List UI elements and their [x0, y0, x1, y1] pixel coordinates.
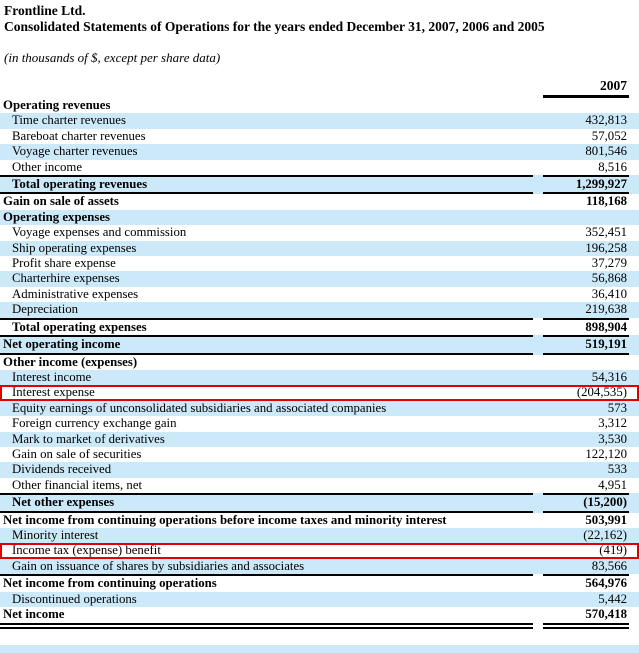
double-rule-value-segment — [543, 623, 629, 629]
row-label: Total operating expenses — [0, 318, 533, 335]
row-value: (204,535) — [576, 385, 627, 400]
row-label: Bareboat charter revenues — [12, 128, 146, 143]
table-row — [0, 129, 639, 144]
right-margin — [629, 287, 639, 302]
row-value: 352,451 — [585, 225, 627, 240]
row-value: 118,168 — [586, 194, 627, 209]
table-row — [0, 225, 639, 240]
column-gap — [533, 559, 543, 574]
row-value: 3,312 — [598, 416, 627, 431]
table-row — [0, 302, 639, 317]
row-label: Minority interest — [12, 527, 99, 542]
right-margin — [629, 355, 639, 370]
right-margin — [629, 225, 639, 240]
column-gap — [533, 370, 543, 385]
right-margin — [629, 129, 639, 144]
row-value: (15,200) — [543, 493, 629, 512]
row-label: Gain on issuance of shares by subsidiaries and associates — [12, 558, 305, 573]
row-label: Income tax (expense) benefit — [12, 543, 161, 558]
row-label: Equity earnings of unconsolidated subsidiaries and associated companies — [12, 400, 387, 415]
table-row — [0, 113, 639, 128]
row-value: 122,120 — [585, 446, 627, 461]
column-gap — [533, 225, 543, 240]
right-margin — [629, 113, 639, 128]
right-margin — [629, 144, 639, 159]
table-row — [0, 416, 639, 431]
column-gap — [533, 271, 543, 286]
right-margin — [629, 302, 639, 317]
row-value: 432,813 — [585, 113, 627, 128]
column-gap — [533, 144, 543, 159]
right-margin — [629, 370, 639, 385]
row-label: Interest expense — [12, 385, 95, 400]
row-label: Voyage expenses and commission — [12, 225, 187, 240]
row-label: Depreciation — [12, 302, 79, 317]
row-label: Voyage charter revenues — [12, 144, 138, 159]
column-gap — [533, 493, 543, 512]
right-margin — [629, 78, 639, 98]
units-note: (in thousands of $, except per share data) — [4, 50, 221, 65]
right-margin — [629, 256, 639, 271]
row-label: Net income from continuing operations before income taxes and minority interest — [3, 512, 447, 527]
row-label: Time charter revenues — [12, 113, 126, 128]
table-row — [0, 513, 639, 528]
row-value: 519,191 — [543, 335, 629, 354]
column-gap — [533, 543, 543, 558]
table-row — [0, 271, 639, 286]
column-gap — [533, 129, 543, 144]
statement-table — [0, 98, 639, 629]
row-value: 503,991 — [585, 512, 627, 527]
column-gap — [533, 160, 543, 175]
table-row — [0, 287, 639, 302]
table-row — [0, 370, 639, 385]
right-margin — [629, 241, 639, 256]
row-label: Ship operating expenses — [12, 240, 137, 255]
row-value: 898,904 — [543, 318, 629, 335]
row-value: 5,442 — [598, 591, 627, 606]
column-header-row — [4, 78, 639, 98]
right-margin — [629, 559, 639, 574]
row-value: 564,976 — [543, 574, 629, 591]
row-label: Net operating income — [0, 335, 533, 354]
double-rule-label-segment — [0, 623, 533, 629]
column-gap — [533, 607, 543, 622]
row-value: 54,316 — [591, 369, 627, 384]
row-value: 56,868 — [591, 271, 627, 286]
row-value: 1,299,927 — [543, 175, 629, 194]
table-row — [0, 493, 639, 512]
row-label: Total operating revenues — [0, 175, 533, 194]
table-row — [0, 607, 639, 622]
table-row — [0, 432, 639, 447]
right-margin — [629, 416, 639, 431]
right-margin — [629, 493, 639, 512]
row-label: Administrative expenses — [12, 286, 139, 301]
right-margin — [629, 401, 639, 416]
column-gap — [533, 256, 543, 271]
company-name: Frontline Ltd. — [4, 3, 86, 18]
column-gap — [533, 462, 543, 477]
column-gap — [533, 513, 543, 528]
right-margin — [629, 447, 639, 462]
row-label: Dividends received — [12, 462, 112, 477]
right-margin — [629, 574, 639, 591]
right-margin — [629, 160, 639, 175]
column-gap — [533, 478, 543, 493]
row-label: Other financial items, net — [12, 477, 143, 492]
row-value: 37,279 — [591, 256, 627, 271]
right-margin — [629, 385, 639, 400]
column-gap — [533, 432, 543, 447]
row-value: 801,546 — [585, 144, 627, 159]
row-value: 83,566 — [591, 558, 627, 573]
right-margin — [629, 478, 639, 493]
column-gap — [533, 175, 543, 194]
row-value: 57,052 — [591, 128, 627, 143]
right-margin — [629, 528, 639, 543]
row-label: Mark to market of derivatives — [12, 431, 165, 446]
column-gap — [533, 287, 543, 302]
column-gap — [533, 241, 543, 256]
column-gap — [533, 194, 543, 209]
row-value: (22,162) — [583, 527, 627, 542]
row-value — [543, 210, 629, 225]
year-column-header: 2007 — [543, 78, 629, 98]
row-value: 4,951 — [598, 477, 627, 492]
row-value: 36,410 — [591, 286, 627, 301]
right-margin — [629, 335, 639, 354]
right-margin — [629, 462, 639, 477]
row-label: Charterhire expenses — [12, 271, 120, 286]
row-label: Discontinued operations — [12, 591, 137, 606]
right-margin — [629, 623, 639, 629]
table-row — [0, 144, 639, 159]
table-row — [0, 574, 639, 591]
row-value: 570,418 — [585, 607, 627, 621]
table-row — [0, 478, 639, 493]
row-label: Net income from continuing operations — [0, 574, 533, 591]
table-row — [0, 462, 639, 477]
column-gap — [533, 574, 543, 591]
row-label: Profit share expense — [12, 256, 116, 271]
right-margin — [629, 432, 639, 447]
column-gap — [533, 335, 543, 354]
row-label: Operating revenues — [3, 98, 111, 112]
column-gap — [533, 318, 543, 335]
column-gap — [533, 447, 543, 462]
row-label: Other income — [12, 159, 83, 174]
row-label: Gain on sale of securities — [12, 446, 142, 461]
table-row — [0, 256, 639, 271]
table-row — [0, 528, 639, 543]
row-label: Other income (expenses) — [3, 354, 138, 369]
right-margin — [629, 318, 639, 335]
right-margin — [629, 175, 639, 194]
table-row-annotated — [0, 385, 639, 400]
column-gap — [533, 592, 543, 607]
column-header-spacer — [4, 78, 533, 98]
column-gap — [533, 623, 543, 629]
right-margin — [629, 271, 639, 286]
column-gap — [533, 210, 543, 225]
table-row — [0, 210, 639, 225]
row-value — [543, 98, 629, 113]
row-value: (419) — [599, 543, 627, 558]
column-gap — [533, 416, 543, 431]
row-label: Net other expenses — [0, 493, 533, 512]
right-margin — [629, 592, 639, 607]
row-label: Gain on sale of assets — [3, 194, 119, 209]
table-row — [0, 98, 639, 113]
table-row — [0, 559, 639, 574]
column-gap — [533, 385, 543, 400]
column-gap — [533, 302, 543, 317]
row-value — [543, 355, 629, 370]
column-gap — [533, 528, 543, 543]
bottom-highlight-strip — [0, 645, 639, 653]
table-row — [0, 401, 639, 416]
row-label: Net income — [3, 607, 65, 621]
double-rule-row — [0, 623, 639, 629]
table-row — [0, 335, 639, 354]
row-label: Interest income — [12, 369, 92, 384]
table-row-annotated — [0, 543, 639, 558]
right-margin — [629, 607, 639, 622]
right-margin — [629, 543, 639, 558]
row-value: 533 — [607, 462, 627, 477]
row-value: 3,530 — [598, 431, 627, 446]
column-gap — [533, 78, 543, 98]
table-row — [0, 194, 639, 209]
column-gap — [533, 355, 543, 370]
table-row — [0, 447, 639, 462]
row-label: Operating expenses — [3, 209, 110, 224]
statement-title: Consolidated Statements of Operations for the years ended December 31, 2007, 2006 and 2005 — [4, 19, 545, 34]
table-row — [0, 355, 639, 370]
row-value: 196,258 — [585, 240, 627, 255]
row-value: 573 — [607, 400, 627, 415]
right-margin — [629, 210, 639, 225]
document-header — [0, 0, 639, 98]
column-gap — [533, 401, 543, 416]
right-margin — [629, 194, 639, 209]
table-row — [0, 592, 639, 607]
column-gap — [533, 113, 543, 128]
row-label: Foreign currency exchange gain — [12, 416, 177, 431]
column-gap — [533, 98, 543, 113]
table-row — [0, 175, 639, 194]
row-value: 219,638 — [585, 302, 627, 317]
table-row — [0, 160, 639, 175]
right-margin — [629, 98, 639, 113]
table-row — [0, 241, 639, 256]
row-value: 8,516 — [598, 159, 627, 174]
table-row — [0, 318, 639, 335]
right-margin — [629, 513, 639, 528]
